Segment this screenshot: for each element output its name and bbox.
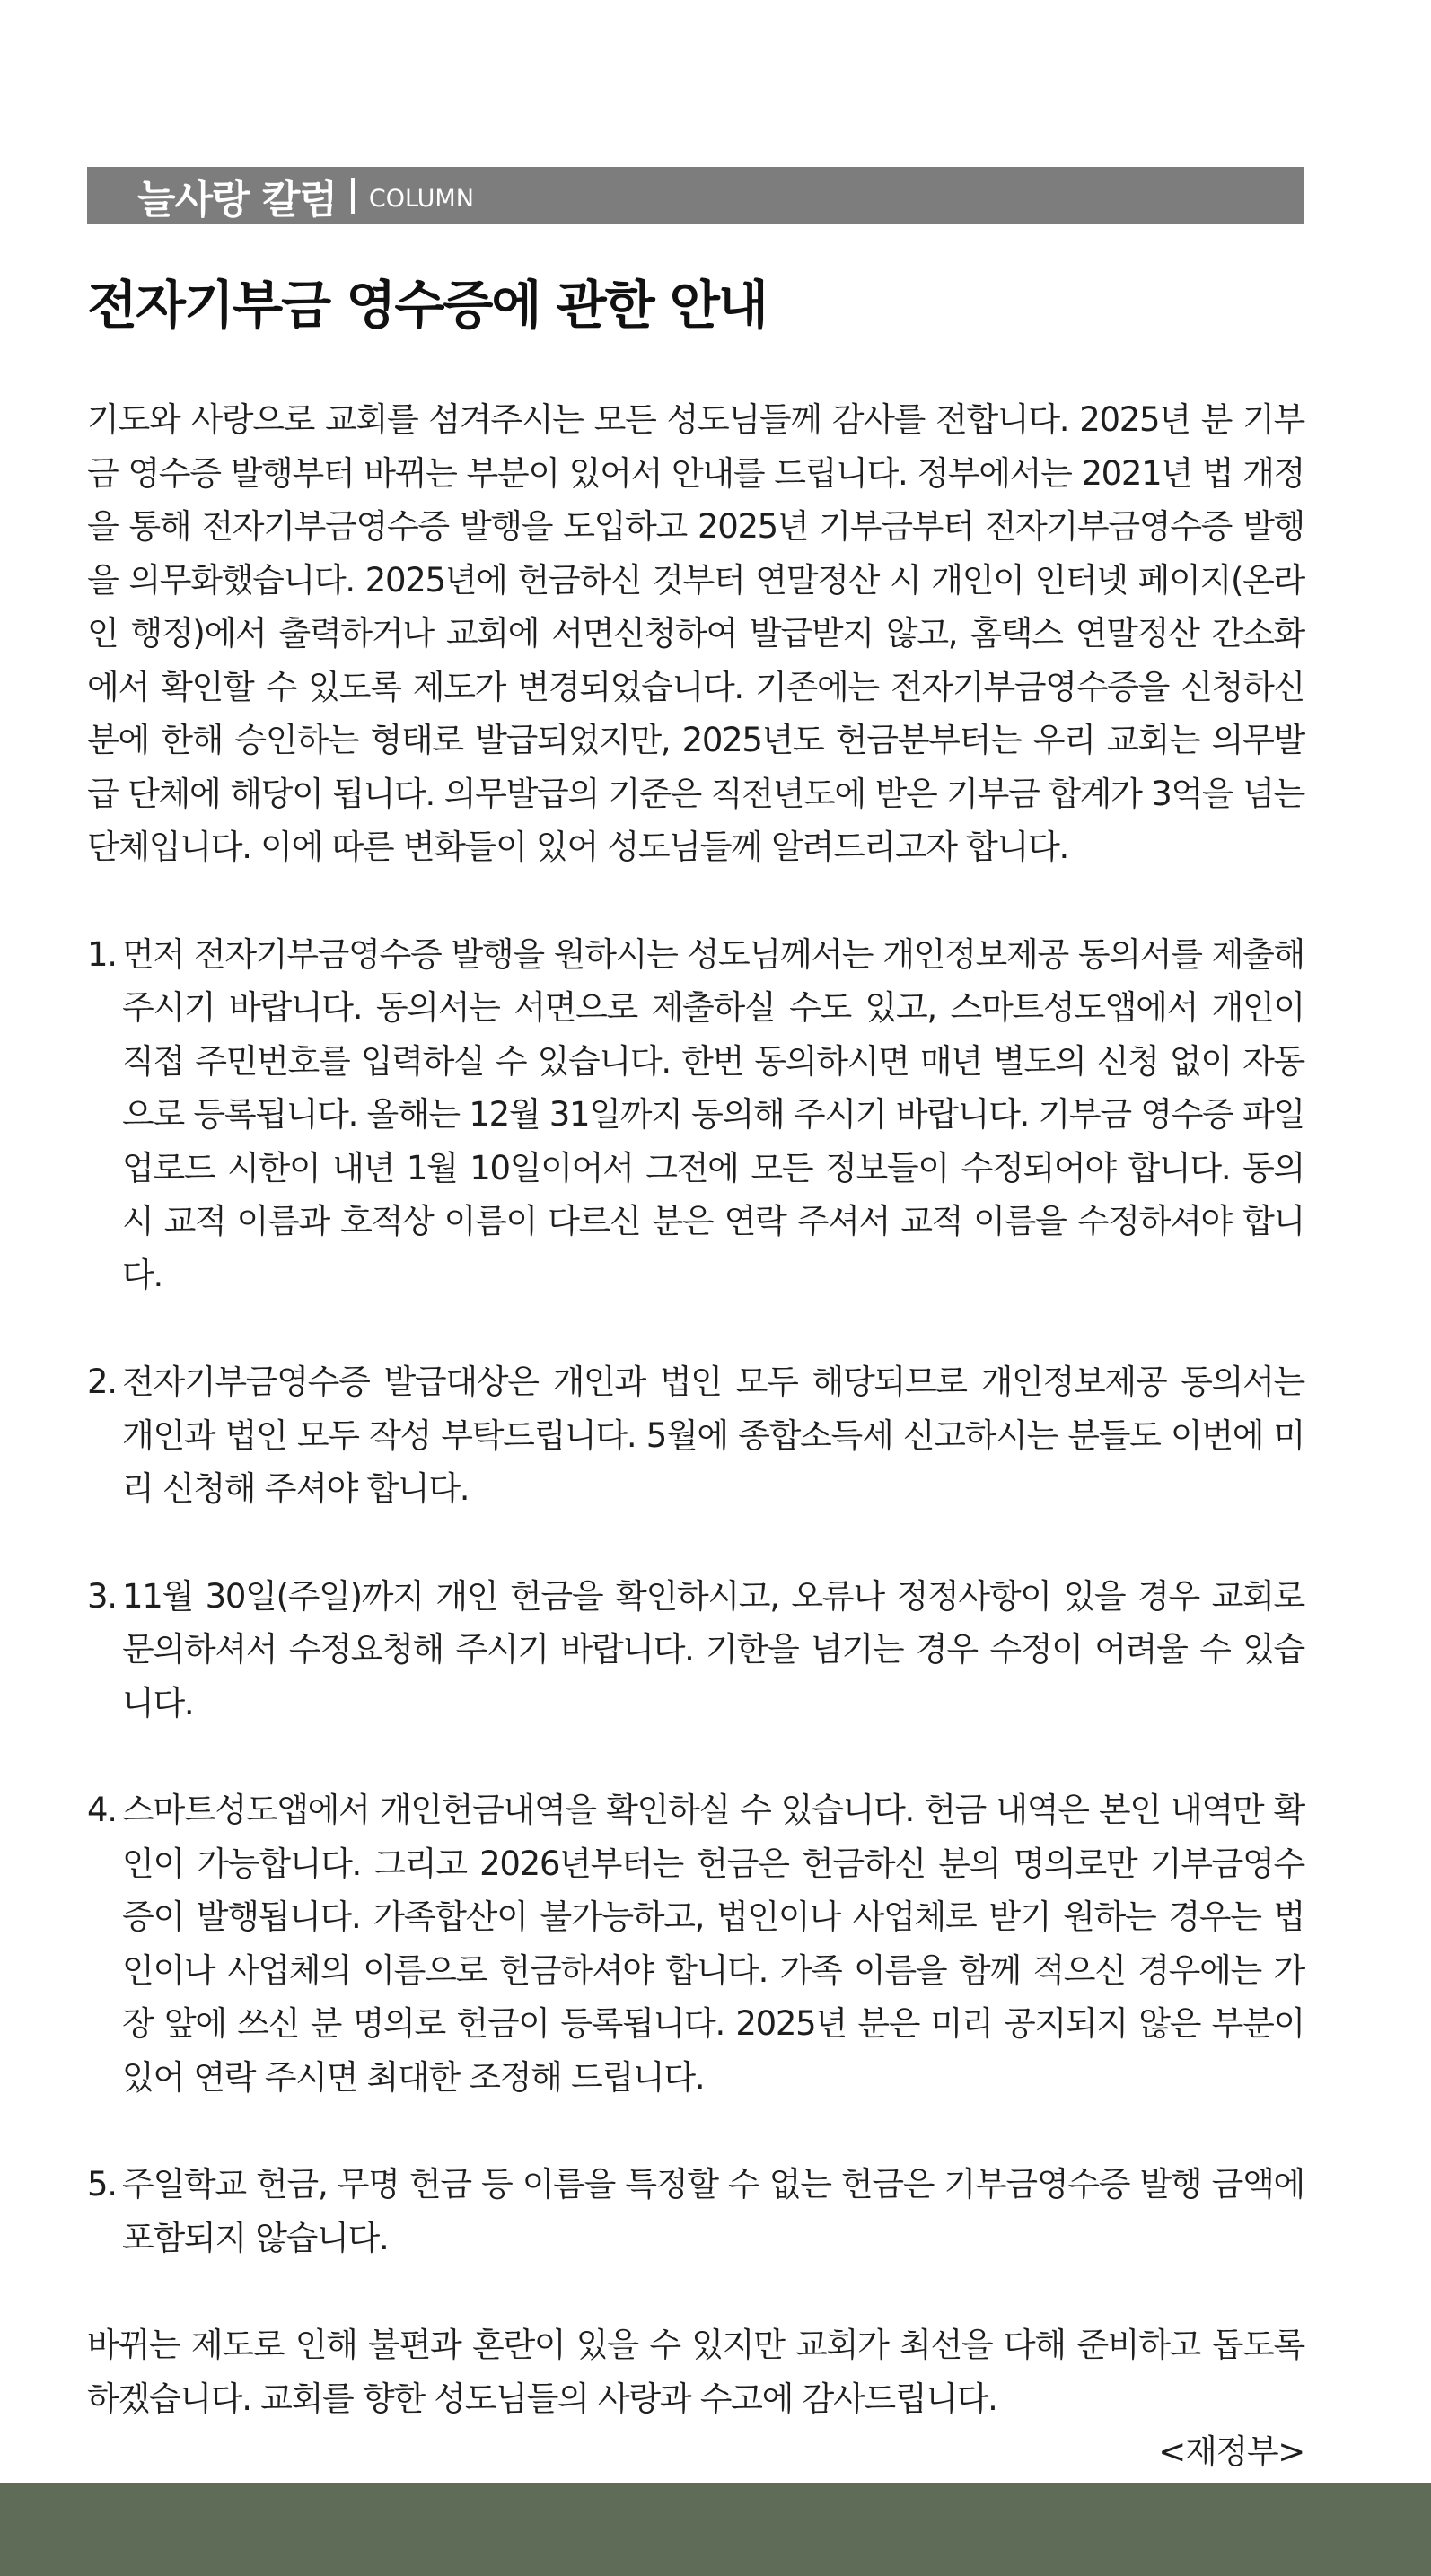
list-item: [87, 1355, 1304, 1516]
list-item-text: 전자기부금영수증 발급대상은 개인과 법인 모두 해당되므로 개인정보제공 동의서는 개인과 법인 모두 작성 부탁드립니다. 5월에 종합소득세 신고하시는 분들도 이번에 미리 신청해 주셔야 합니다.: [122, 1362, 1304, 1508]
closing-paragraph: 바뀌는 제도로 인해 불편과 혼란이 있을 수 있지만 교회가 최선을 다해 준비하고 돕도록 하겠습니다. 교회를 향한 성도님들의 사랑과 수고에 감사드립니다.: [87, 2326, 1304, 2418]
list-item: [87, 2158, 1304, 2265]
list-item-number: 3.: [87, 1576, 117, 1616]
list-item-number: 1.: [87, 934, 117, 974]
header-divider: [351, 178, 355, 214]
intro-paragraph: 기도와 사랑으로 교회를 섬겨주시는 모든 성도님들께 감사를 전합니다. 2025년 분 기부금 영수증 발행부터 바뀌는 부분이 있어서 안내를 드립니다. 정부에서는 2021년 법 개정을 통해 전자기부금영수증 발행을 도입하고 2025년 기부금부터 전자기부금영수증 발행을 의무화했습니다. 2025년에 헌금하신 것부터 연말정산 시 개인이 인터넷 페이지(온라인 행정)에서 출력하거나 교회에 서면신청하여 발급받지 않고, 홈택스 연말정산 간소화에서 확인할 수 있도록 제도가 변경되었습니다. 기존에는 전자기부금영수증을 신청하신 분에 한해 승인하는 형태로 발급되었지만, 2025년도 헌금분부터는 우리 교회는 의무발급 단체에 해당이 됩니다. 의무발급의 기준은 직전년도에 받은 기부금 합계가 3억을 넘는 단체입니다. 이에 따른 변화들이 있어 성도님들께 알려드리고자 합니다.: [87, 400, 1304, 866]
list-item-text: 스마트성도앱에서 개인헌금내역을 확인하실 수 있습니다. 헌금 내역은 본인 내역만 확인이 가능합니다. 그리고 2026년부터는 헌금은 헌금하신 분의 명의로만 기부금영수증이 발행됩니다. 가족합산이 불가능하고, 법인이나 사업체로 받기 원하는 경우는 법인이나 사업체의 이름으로 헌금하셔야 합니다. 가족 이름을 함께 적으신 경우에는 가장 앞에 쓰신 분 명의로 헌금이 등록됩니다. 2025년 분은 미리 공지되지 않은 부분이 있어 연락 주시면 최대한 조정해 드립니다.: [122, 1791, 1304, 2097]
signature: <재정부>: [1158, 2432, 1304, 2471]
column-header-bar: [87, 167, 1304, 224]
article-body: [87, 393, 1304, 2479]
list-item-text: 먼저 전자기부금영수증 발행을 원하시는 성도님께서는 개인정보제공 동의서를 제출해 주시기 바랍니다. 동의서는 서면으로 제출하실 수도 있고, 스마트성도앱에서 개인이 직접 주민번호를 입력하실 수 있습니다. 한번 동의하시면 매년 별도의 신청 없이 자동으로 등록됩니다. 올해는 12월 31일까지 동의해 주시기 바랍니다. 기부금 영수증 파일 업로드 시한이 내년 1월 10일이어서 그전에 모든 정보들이 수정되어야 합니다. 동의 시 교적 이름과 호적상 이름이 다르신 분은 연락 주셔서 교적 이름을 수정하셔야 합니다.: [122, 934, 1304, 1294]
list-item: [87, 928, 1304, 1302]
list-item-text: 주일학교 헌금, 무명 헌금 등 이름을 특정할 수 없는 헌금은 기부금영수증 발행 금액에 포함되지 않습니다.: [122, 2165, 1304, 2257]
section-name-english: COLUMN: [368, 184, 474, 213]
footer-band: [0, 2483, 1431, 2576]
list-item-text: 11월 30일(주일)까지 개인 헌금을 확인하시고, 오류나 정정사항이 있을 경우 교회로 문의하셔서 수정요청해 주시기 바랍니다. 기한을 넘기는 경우 수정이 어려울 수 있습니다.: [122, 1576, 1304, 1722]
list-item: [87, 1783, 1304, 2104]
list-item-number: 2.: [87, 1362, 117, 1401]
list-item-number: 5.: [87, 2165, 117, 2204]
list-item-number: 4.: [87, 1791, 117, 1829]
article-title: 전자기부금 영수증에 관한 안내: [87, 275, 767, 336]
list-item: [87, 1570, 1304, 1730]
section-name: 늘사랑 칼럼: [137, 177, 337, 223]
